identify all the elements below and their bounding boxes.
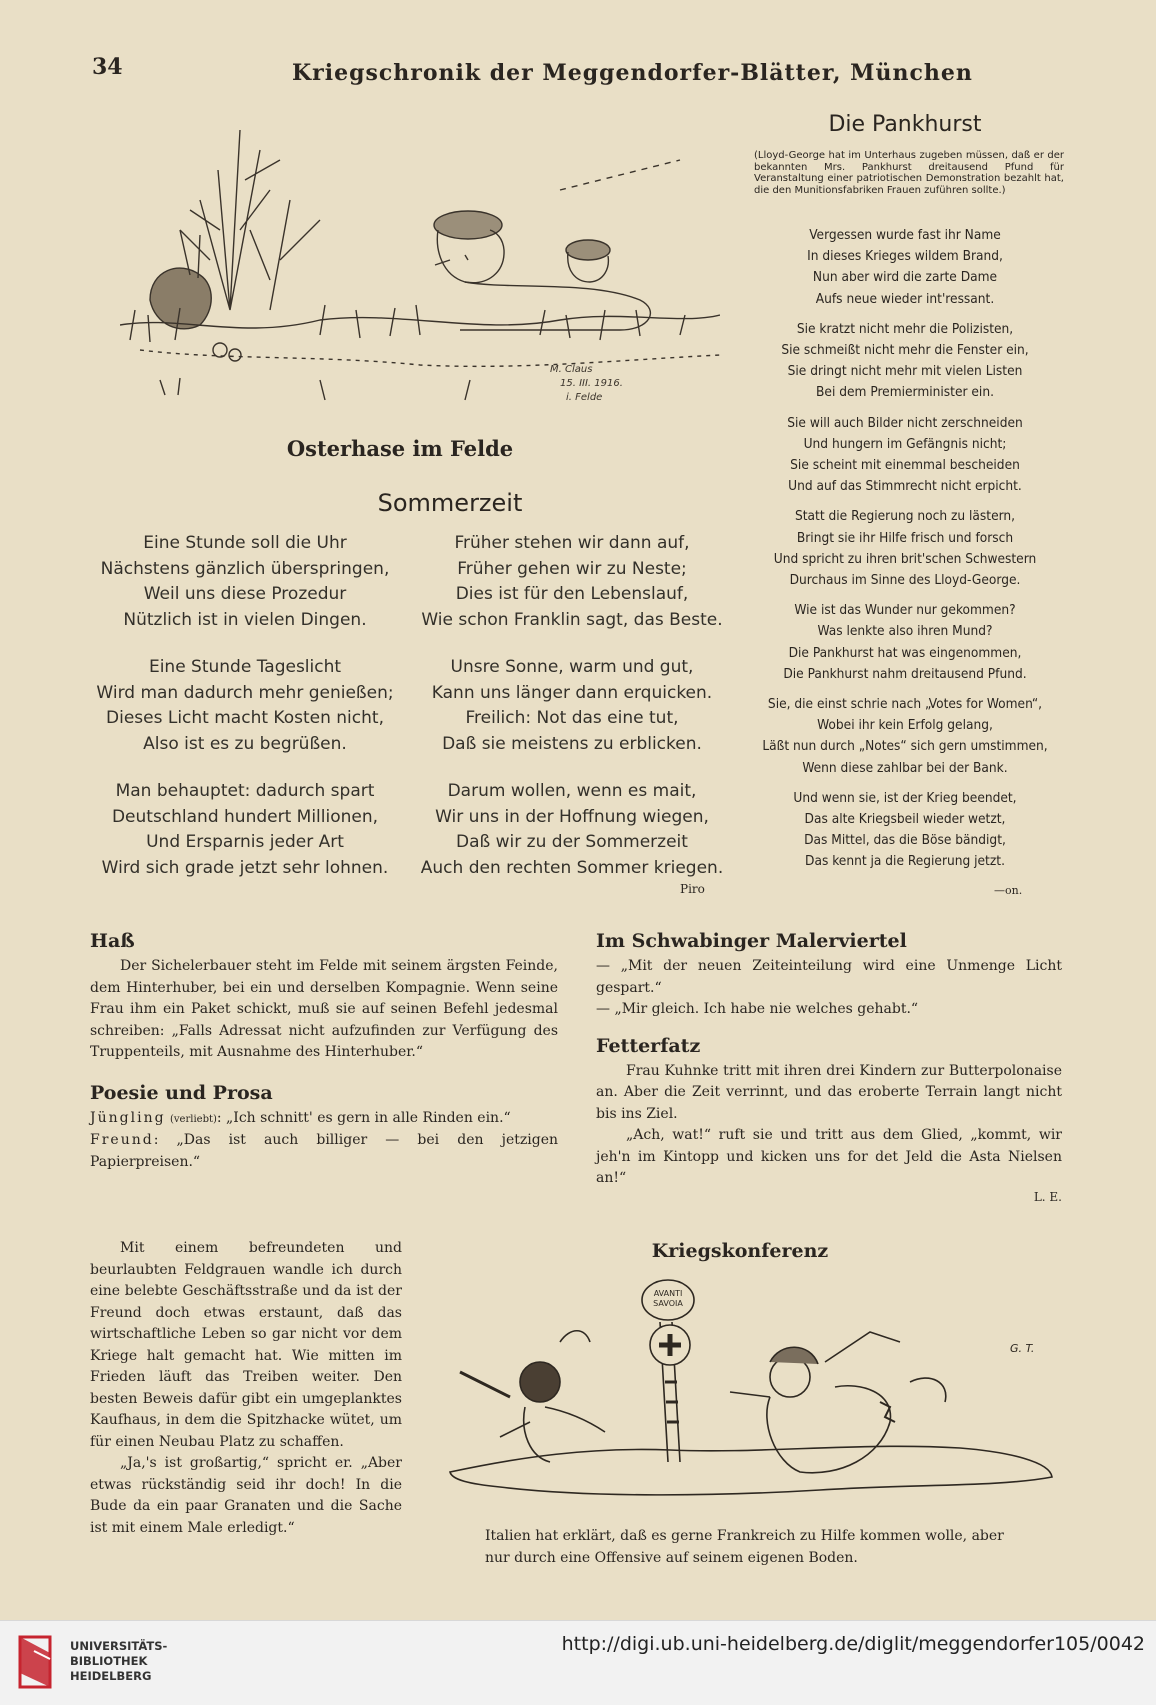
svg-text:i. Felde: i. Felde: [566, 392, 603, 403]
poem-line: Wenn diese zahlbar bei der Bank.: [802, 759, 1008, 776]
illustration-caption: Osterhase im Felde: [286, 436, 514, 461]
page-number: 34: [92, 54, 123, 80]
poem-line: Statt die Regierung noch zu lästern,: [794, 508, 1016, 525]
poem-line: Sie kratzt nicht mehr die Polizisten,: [796, 320, 1014, 337]
poem-line: Das Mittel, das die Böse bändigt,: [804, 832, 1006, 849]
poem-line: Unsre Sonne, warm und gut,: [450, 657, 694, 677]
poem-line: Sie scheint mit einemmal bescheiden: [790, 457, 1020, 474]
fetterfatz-signature: L. E.: [1033, 1189, 1062, 1204]
story-column: [90, 1238, 402, 1539]
poem-line: Was lenkte also ihren Mund?: [817, 623, 993, 640]
poem-line: Eine Stunde soll die Uhr: [143, 533, 347, 553]
poem-line: Wobei ihr kein Erfolg gelang,: [817, 717, 993, 734]
kriegskonferenz-caption: Italien hat erklärt, daß es gerne Frankreich zu Hilfe kommen wolle, aber nur durch eine Offensive auf seinem eigenen Boden.: [485, 1528, 1004, 1566]
story-paragraph-1: Mit einem befreundeten und beurlaubten Feldgrauen wandle ich durch eine belebte Geschäftsstraße und da ist der Freund doch etwas erstaunt, daß das wirtschaftliche Leben so gar nicht vor dem Kriege halt gemacht hat. Wie mitten im Frieden läuft das Treiben weiter. Den besten Beweis dafür gibt ein umgeplanktes Kaufhaus, in dem die Spitzhacke wütet, um für einen Neubau Platz zu schaffen.: [90, 1240, 402, 1450]
poem-line: Daß wir zu der Sommerzeit: [456, 832, 688, 852]
poem-line: Nun aber wird die zarte Dame: [812, 269, 998, 286]
drawing-signature: [550, 364, 623, 403]
poem-line: Bei dem Premierminister ein.: [816, 384, 994, 401]
pankhurst-title: Die Pankhurst: [828, 112, 982, 137]
poem-line: Auch den rechten Sommer kriegen.: [420, 857, 724, 878]
poesie-heading: Poesie und Prosa: [90, 1081, 273, 1104]
pankhurst-note: (Lloyd-George hat im Unterhaus zugeben müssen, daß er der bekannten Mrs. Pankhurst dreitausend Pfund für Veranstaltung einer patriotischen Demonstration bezahlt hat, die den Munitionsfabriken Frauen zuführen sollte.): [754, 150, 1064, 196]
poem-line: Darum wollen, wenn es mait,: [447, 781, 697, 801]
hass-text: Der Sichelerbauer steht im Felde mit seinem ärgsten Feinde, dem Hinterhuber, bei ein und derselben Kompagnie. Wenn seine Frau ihm ein Paket schickt, muß sie auf seinen Befehl jedesmal schreiben: „Falls Adressat nicht aufzufinden zur Verfügung des Truppenteils, mit Ausnahme des Hinterhuber.“: [90, 958, 558, 1060]
poem-line: Vergessen wurde fast ihr Name: [809, 227, 1001, 243]
poem-line: Und spricht zu ihren brit'schen Schwestern: [773, 550, 1037, 567]
avanti-sign: [653, 1289, 683, 1308]
speaker-name: Freund: [90, 1132, 154, 1148]
poem-line: Dies ist für den Lebenslauf,: [455, 584, 689, 604]
library-name: [70, 1639, 167, 1684]
poem-line: Man behauptet: dadurch spart: [115, 781, 375, 801]
library-name-line: HEIDELBERG: [70, 1669, 152, 1683]
poem-line: Und wenn sie, ist der Krieg beendet,: [793, 789, 1017, 806]
sommerzeit-title: Sommerzeit: [377, 489, 523, 517]
kriegskonferenz-heading: Kriegskonferenz: [651, 1240, 829, 1262]
poem-line: Nützlich ist in vielen Dingen.: [123, 609, 367, 630]
poem-line: Und auf das Stimmrecht nicht erpicht.: [788, 478, 1022, 495]
poem-line: Nächstens gänzlich überspringen,: [100, 558, 390, 579]
svg-text:SAVOIA: SAVOIA: [653, 1299, 683, 1308]
poem-line: In dieses Krieges wildem Brand,: [807, 248, 1003, 265]
poem-line: Freilich: Not das eine tut,: [465, 708, 679, 728]
fetterfatz-paragraph-2: „Ach, wat!“ ruft sie und tritt aus dem Glied, „kommt, wir jeh'n im Kintopp und kicken uns for det Jeld die Asta Nielsen an!“: [596, 1127, 1062, 1186]
stanza: [412, 531, 732, 633]
fetterfatz-heading: Fetterfatz: [596, 1034, 701, 1057]
poem-line: Wir uns in der Hoffnung wiegen,: [435, 806, 709, 827]
poem-line: Kann uns länger dann erquicken.: [431, 682, 713, 703]
poem-line: Die Pankhurst nahm dreitausend Pfund.: [783, 665, 1027, 682]
lower-right-column: [596, 930, 1062, 1204]
stanza: [745, 694, 1065, 779]
poem-line: Die Pankhurst hat was eingenommen,: [788, 644, 1022, 661]
drawing-artist: G. T.: [1010, 1342, 1035, 1355]
story-paragraph-2: „Ja,'s ist großartig,“ spricht er. „Aber etwas rückständig seid ihr doch! In die Bude da ein paar Granaten und die Sache ist mit einem Male erledigt.“: [90, 1455, 402, 1536]
fetterfatz-paragraph-1: Frau Kuhnke tritt mit ihren drei Kindern zur Butterpolonaise an. Aber die Zeit verrinnt, und das eroberte Terrain langt nicht bis ins Ziel.: [596, 1062, 1062, 1122]
stanza: [745, 319, 1065, 404]
stanza: [745, 413, 1065, 498]
poem-line: Dieses Licht macht Kosten nicht,: [106, 708, 384, 728]
dialogue-text: : „Ich schnitt' es gern in alle Rinden ein.“: [216, 1109, 511, 1126]
stanza: [90, 531, 400, 633]
stanza: [745, 788, 1065, 873]
lower-left-column: [90, 930, 558, 1173]
poem-line: Sie schmeißt nicht mehr die Fenster ein,: [781, 342, 1029, 359]
poem-line: Wie schon Franklin sagt, das Beste.: [421, 609, 723, 630]
stanza: [745, 506, 1065, 591]
sommerzeit-right-column: [412, 531, 732, 890]
poem-line: Sie will auch Bilder nicht zerschneiden: [787, 414, 1023, 431]
kriegskonferenz-illustration: [440, 1272, 1060, 1522]
poem-line: Und hungern im Gefängnis nicht;: [803, 435, 1007, 452]
pankhurst-signature: —on.: [994, 884, 1023, 897]
poem-line: Sie, die einst schrie nach „Votes for Women“,: [767, 696, 1043, 713]
stanza: [90, 779, 400, 881]
sommerzeit-left-column: [90, 531, 400, 890]
source-url[interactable]: http://digi.ub.uni-heidelberg.de/diglit/meggendorfer105/0042: [561, 1633, 1145, 1655]
poem-line: Das alte Kriegsbeil wieder wetzt,: [804, 811, 1006, 828]
poem-line: Deutschland hundert Millionen,: [111, 806, 379, 827]
poem-line: Daß sie meistens zu erblicken.: [442, 733, 702, 754]
pankhurst-poem: [745, 225, 1065, 882]
stanza: [412, 779, 732, 881]
stanza: [412, 655, 732, 757]
poem-line: Wird sich grade jetzt sehr lohnen.: [101, 857, 389, 878]
speaker-name: Jüngling: [90, 1109, 166, 1126]
svg-text:M. Claus: M. Claus: [550, 364, 593, 375]
library-name-line: BIBLIOTHEK: [70, 1654, 148, 1668]
easter-hare-illustration: [120, 110, 720, 440]
poem-line: Läßt nun durch „Notes“ sich gern umstimmen,: [762, 738, 1048, 755]
poem-line: Sie dringt nicht mehr mit vielen Listen: [787, 363, 1023, 380]
stanza: [745, 600, 1065, 685]
svg-text:AVANTI: AVANTI: [653, 1289, 683, 1298]
hass-heading: Haß: [90, 930, 135, 952]
poem-line: Das kennt ja die Regierung jetzt.: [805, 853, 1005, 870]
poem-line: Und Ersparnis jeder Art: [146, 832, 344, 852]
svg-text:15. III. 1916.: 15. III. 1916.: [560, 378, 623, 389]
speaker-note: (verliebt): [170, 1113, 217, 1125]
library-logo-icon: [14, 1633, 58, 1693]
library-footer: [0, 1620, 1156, 1705]
sommerzeit-signature: Piro: [680, 882, 705, 896]
poem-line: Früher gehen wir zu Neste;: [457, 558, 687, 579]
dialogue-text: : „Das ist auch billiger — bei den jetzigen Papierpreisen.“: [90, 1132, 558, 1170]
poem-line: Wie ist das Wunder nur gekommen?: [794, 602, 1016, 619]
poem-line: Wird man dadurch mehr genießen;: [96, 682, 394, 703]
poem-line: Also ist es zu begrüßen.: [143, 733, 347, 754]
schwabinger-heading: Im Schwabinger Malerviertel: [596, 930, 907, 952]
poem-line: Aufs neue wieder int'ressant.: [815, 290, 995, 307]
poem-line: Früher stehen wir dann auf,: [454, 533, 690, 553]
schwabinger-line-2: — „Mir gleich. Ich habe nie welches gehabt.“: [596, 1001, 919, 1017]
poesie-line-2: [90, 1130, 558, 1173]
stanza: [745, 225, 1065, 310]
poem-line: Durchaus im Sinne des Lloyd-George.: [789, 572, 1021, 589]
schwabinger-line-1: — „Mit der neuen Zeiteinteilung wird eine Unmenge Licht gespart.“: [596, 958, 1062, 996]
stanza: [90, 655, 400, 757]
poesie-line-1: [90, 1108, 558, 1131]
library-name-line: UNIVERSITÄTS-: [70, 1639, 168, 1653]
poem-line: Weil uns diese Prozedur: [143, 584, 347, 604]
poem-line: Eine Stunde Tageslicht: [148, 657, 342, 677]
running-title: Kriegschronik der Meggendorfer-Blätter, München: [292, 60, 973, 86]
poem-line: Bringt sie ihr Hilfe frisch und forsch: [796, 529, 1014, 546]
